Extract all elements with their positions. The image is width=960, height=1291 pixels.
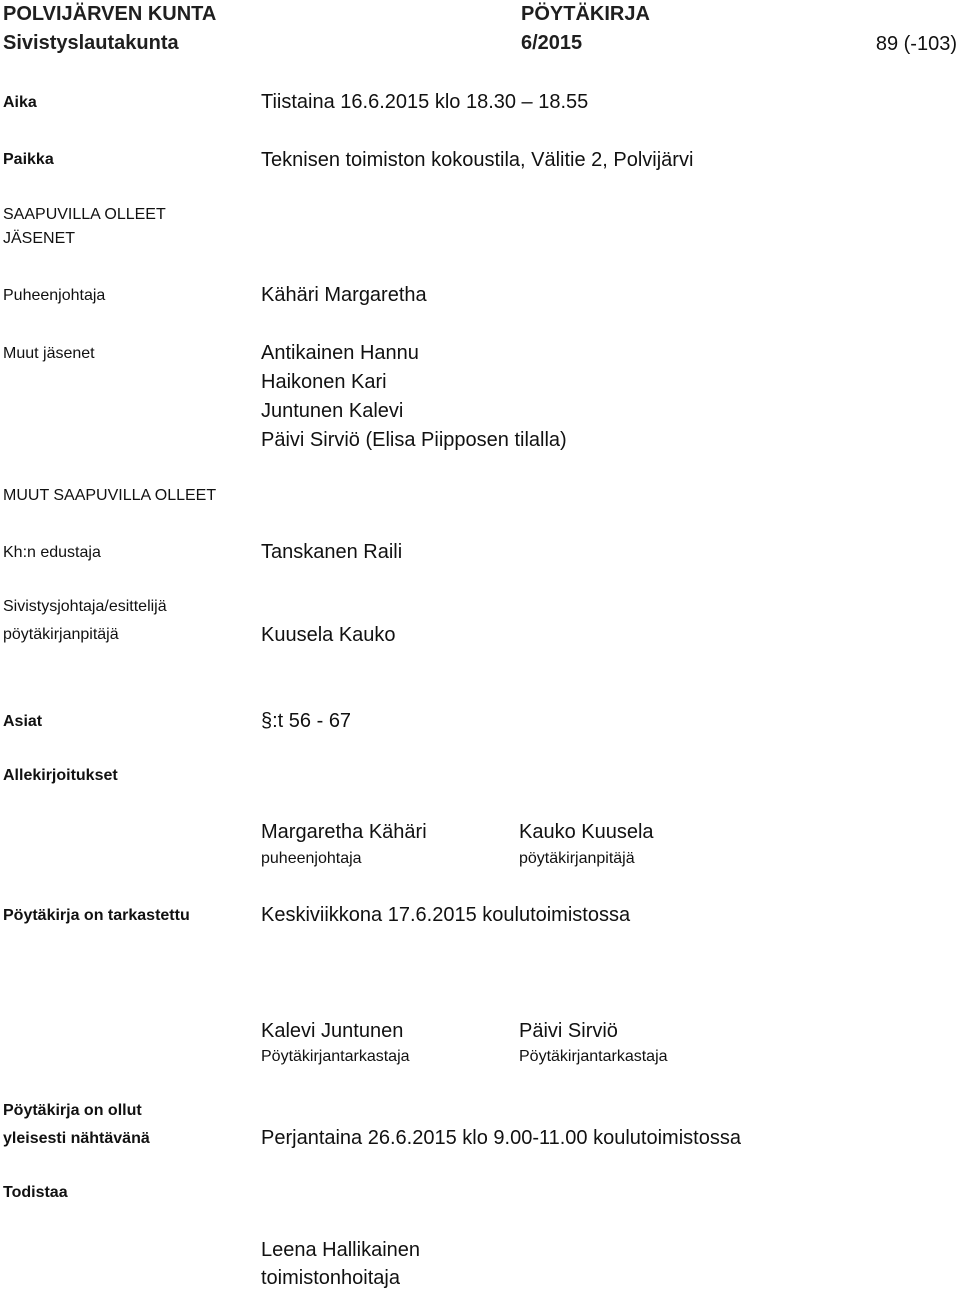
public-display-label: Pöytäkirja on ollut <box>3 1102 142 1119</box>
document-type: PÖYTÄKIRJA <box>521 3 650 25</box>
chair-label: Puheenjohtaja <box>3 287 106 304</box>
certifier-name: Leena Hallikainen <box>261 1239 421 1261</box>
checker-name-1: Kalevi Juntunen <box>261 1020 404 1042</box>
members-section-title-line2: JÄSENET <box>3 230 76 247</box>
member-item: Antikainen Hannu <box>261 342 419 364</box>
checker-role-1: Pöytäkirjantarkastaja <box>261 1048 410 1065</box>
signature-role-chair: puheenjohtaja <box>261 850 362 867</box>
asiat-label: Asiat <box>3 713 43 730</box>
checker-name-2: Päivi Sirviö <box>519 1020 618 1042</box>
asiat-value: §:t 56 - 67 <box>261 710 352 732</box>
public-display-label-line2: yleisesti nähtävänä <box>3 1130 150 1147</box>
kh-representative-value: Tanskanen Raili <box>261 541 403 563</box>
paikka-label: Paikka <box>3 151 54 168</box>
org-name: POLVIJÄRVEN KUNTA <box>3 3 217 25</box>
education-director-value: Kuusela Kauko <box>261 624 396 646</box>
member-item: Haikonen Kari <box>261 371 387 393</box>
signatures-label: Allekirjoitukset <box>3 767 118 784</box>
checked-value: Keskiviikkona 17.6.2015 koulutoimistossa <box>261 904 631 926</box>
others-present-section-title: MUUT SAAPUVILLA OLLEET <box>3 487 217 504</box>
certify-label: Todistaa <box>3 1184 68 1201</box>
signature-role-secretary: pöytäkirjanpitäjä <box>519 850 635 867</box>
signature-name-chair: Margaretha Kähäri <box>261 821 427 843</box>
checker-role-2: Pöytäkirjantarkastaja <box>519 1048 668 1065</box>
public-display-value: Perjantaina 26.6.2015 klo 9.00-11.00 koulutoimistossa <box>261 1127 741 1149</box>
kh-representative-label: Kh:n edustaja <box>3 544 101 561</box>
document-number: 6/2015 <box>521 32 583 54</box>
aika-label: Aika <box>3 94 37 111</box>
other-members-label: Muut jäsenet <box>3 345 95 362</box>
members-section-title: SAAPUVILLA OLLEET <box>3 206 166 223</box>
signature-name-secretary: Kauko Kuusela <box>519 821 654 843</box>
department-name: Sivistyslautakunta <box>3 32 179 54</box>
certifier-role: toimistonhoitaja <box>261 1267 400 1289</box>
member-item: Juntunen Kalevi <box>261 400 404 422</box>
education-director-label-line2: pöytäkirjanpitäjä <box>3 626 119 643</box>
aika-value: Tiistaina 16.6.2015 klo 18.30 – 18.55 <box>261 91 589 113</box>
page-range: 89 (-103) <box>875 33 957 55</box>
paikka-value: Teknisen toimiston kokoustila, Välitie 2, Polvijärvi <box>261 149 694 171</box>
checked-label: Pöytäkirja on tarkastettu <box>3 907 190 924</box>
member-item: Päivi Sirviö (Elisa Piipposen tilalla) <box>261 429 567 451</box>
chair-value: Kähäri Margaretha <box>261 284 427 306</box>
education-director-label: Sivistysjohtaja/esittelijä <box>3 598 167 615</box>
